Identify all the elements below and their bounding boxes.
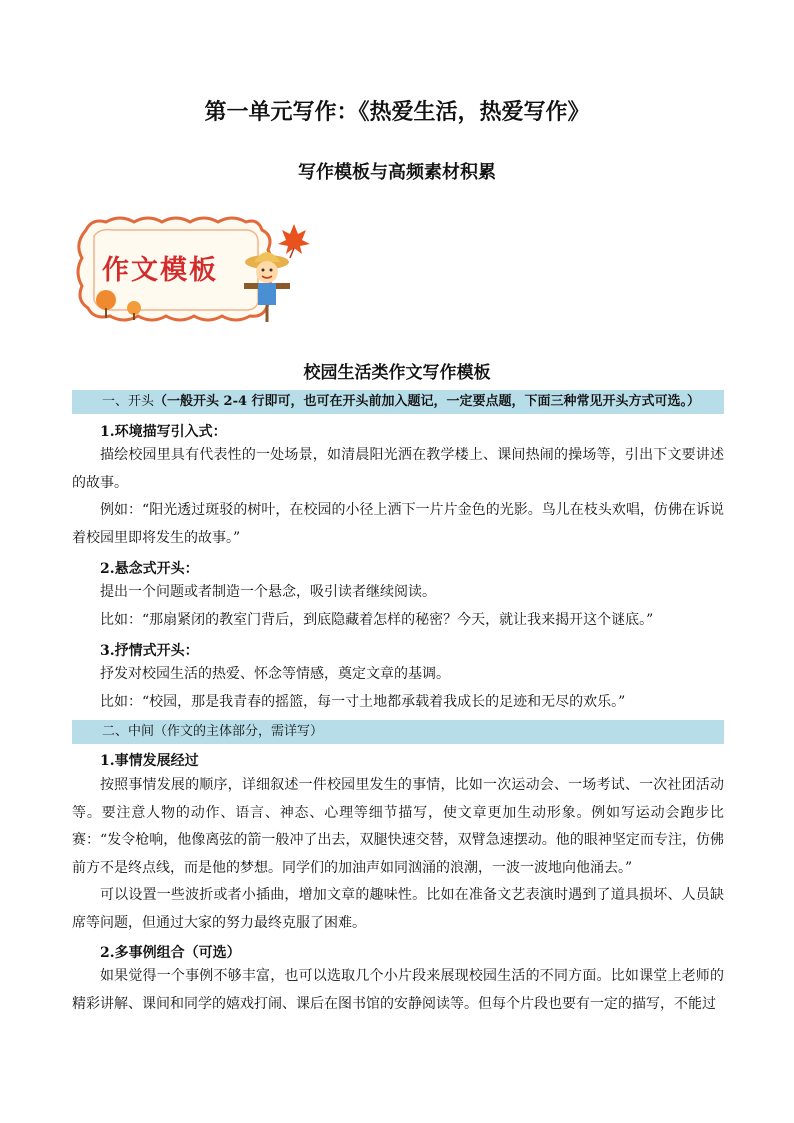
section-title: 校园生活类作文写作模板 [303, 363, 491, 383]
bar-label: 一、开头 [102, 394, 155, 409]
bar-label: 二、中间 [102, 724, 155, 739]
bar-note: （作文的主体部分，需详写） [154, 724, 324, 739]
paragraph: 描绘校园里具有代表性的一处场景，如清晨阳光洒在教学楼上、课间热闹的操场等，引出下文要讲述的故事。 [72, 447, 724, 491]
paragraph: 比如：“那扇紧闭的教室门背后，到底隐藏着怎样的秘密？今天，就让我来揭开这个谜底。” [100, 612, 654, 628]
template-badge [72, 212, 312, 327]
paragraph: 抒发对校园生活的热爱、怀念等情感，奠定文章的基调。 [100, 666, 450, 682]
badge-label: 作文模板 [102, 255, 218, 286]
subheading: 3.抒情式开头： [100, 643, 199, 659]
paragraph: 例如：“阳光透过斑驳的树叶，在校园的小径上洒下一片片金色的光影。鸟儿在枝头欢唱，仿佛在诉说着校园里即将发生的故事。” [72, 502, 724, 546]
paragraph: 可以设置一些波折或者小插曲，增加文章的趣味性。比如在准备文艺表演时遇到了道具损坏、人员缺席等问题，但通过大家的努力最终克服了困难。 [72, 887, 724, 931]
subheading: 1.事情发展经过 [100, 753, 199, 769]
paragraph: 比如：“校园，那是我青春的摇篮，每一寸土地都承载着我成长的足迹和无尽的欢乐。” [100, 694, 626, 710]
paragraph: 按照事情发展的顺序，详细叙述一件校园里发生的事情，比如一次运动会、一场考试、一次社团活动等。要注意人物的动作、语言、神态、心理等细节描写，使文章更加生动形象。例如写运动会跑步比赛：“发令枪响，他像离弦的箭一般冲了出去，双腿快速交替，双臂急速摆动。他的眼神坚定而专注，仿佛前方不是终点线，而是他的梦想。同学们的加油声如同汹涌的浪潮，一波一波地向他涌去。” [72, 777, 724, 876]
bar-note: （一般开头 2-4 行即可，也可在开头前加入题记，一定要点题，下面三种常见开头方式可选。） [154, 394, 701, 409]
subheading: 1.环境描写引入式： [100, 424, 227, 440]
section-bar-middle [72, 720, 724, 744]
subheading: 2.多事例组合（可选） [100, 945, 241, 961]
page-subtitle: 写作模板与高频素材积累 [298, 162, 496, 183]
section-bar-opening [72, 390, 724, 414]
paragraph: 提出一个问题或者制造一个悬念，吸引读者继续阅读。 [100, 584, 436, 600]
page-title: 第一单元写作：《热爱生活，热爱写作》 [204, 99, 590, 125]
paragraph: 如果觉得一个事例不够丰富，也可以选取几个小片段来展现校园生活的不同方面。比如课堂上老师的精彩讲解、课间和同学的嬉戏打闹、课后在图书馆的安静阅读等。但每个片段也要有一定的描写，不能过 [72, 968, 724, 1012]
subheading: 2.悬念式开头： [100, 561, 199, 577]
